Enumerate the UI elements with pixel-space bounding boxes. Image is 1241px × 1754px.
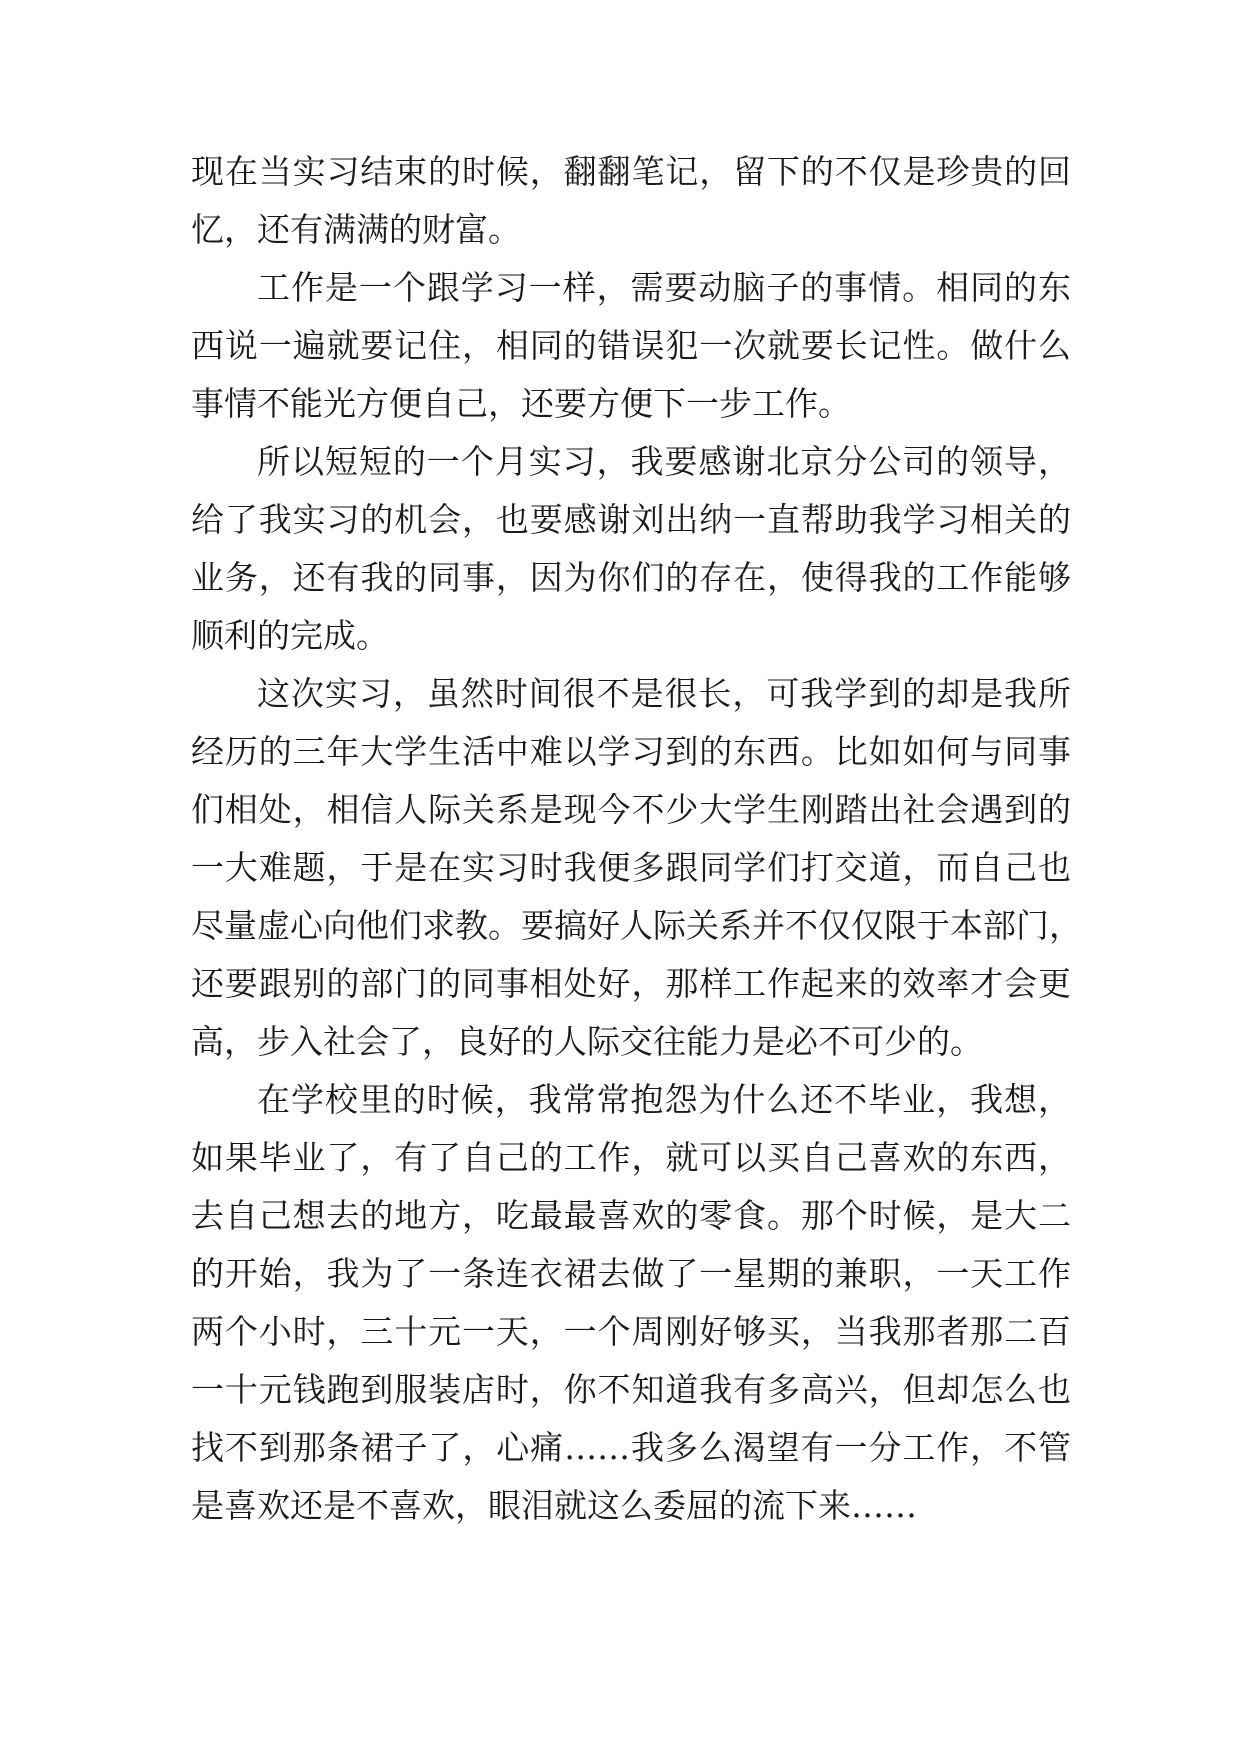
paragraph-first-line: 工作是一个跟学习一样，需要动脑子的事情。相同的东 bbox=[257, 268, 1071, 307]
paragraph-first-line: 所以短短的一个月实习，我要感谢北京分公司的领导， bbox=[257, 442, 1071, 481]
text-line: 西说一遍就要记住，相同的错误犯一次就要长记性。做什么 bbox=[191, 326, 1071, 365]
text-line: 的开始，我为了一条连衣裙去做了一星期的兼职，一天工作 bbox=[191, 1254, 1071, 1293]
text-line: 事情不能光方便自己，还要方便下一步工作。 bbox=[191, 384, 851, 423]
text-line: 找不到那条裙子了，心痛……我多么渴望有一分工作，不管 bbox=[191, 1428, 1071, 1467]
text-line: 是喜欢还是不喜欢，眼泪就这么委屈的流下来…… bbox=[191, 1486, 917, 1525]
text-line: 高，步入社会了，良好的人际交往能力是必不可少的。 bbox=[191, 1022, 983, 1061]
paragraph-first-line: 这次实习，虽然时间很不是很长，可我学到的却是我所 bbox=[257, 674, 1071, 713]
text-line: 业务，还有我的同事，因为你们的存在，使得我的工作能够 bbox=[191, 558, 1071, 597]
text-line: 现在当实习结束的时候，翻翻笔记，留下的不仅是珍贵的回 bbox=[191, 152, 1071, 191]
paragraph-first-line: 在学校里的时候，我常常抱怨为什么还不毕业，我想， bbox=[257, 1080, 1071, 1119]
text-line: 还要跟别的部门的同事相处好，那样工作起来的效率才会更 bbox=[191, 964, 1071, 1003]
text-line: 给了我实习的机会，也要感谢刘出纳一直帮助我学习相关的 bbox=[191, 500, 1071, 539]
text-line: 顺利的完成。 bbox=[191, 616, 389, 655]
text-line: 一十元钱跑到服装店时，你不知道我有多高兴，但却怎么也 bbox=[191, 1370, 1071, 1409]
text-line: 一大难题，于是在实习时我便多跟同学们打交道，而自己也 bbox=[191, 848, 1071, 887]
text-line: 两个小时，三十元一天，一个周刚好够买，当我那者那二百 bbox=[191, 1312, 1071, 1351]
text-line: 去自己想去的地方，吃最最喜欢的零食。那个时候，是大二 bbox=[191, 1196, 1071, 1235]
text-line: 如果毕业了，有了自己的工作，就可以买自己喜欢的东西， bbox=[191, 1138, 1071, 1177]
text-line: 忆，还有满满的财富。 bbox=[191, 210, 521, 249]
text-line: 尽量虚心向他们求教。要搞好人际关系并不仅仅限于本部门， bbox=[191, 906, 1082, 945]
text-line: 们相处，相信人际关系是现今不少大学生刚踏出社会遇到的 bbox=[191, 790, 1071, 829]
text-line: 经历的三年大学生活中难以学习到的东西。比如如何与同事 bbox=[191, 732, 1071, 771]
